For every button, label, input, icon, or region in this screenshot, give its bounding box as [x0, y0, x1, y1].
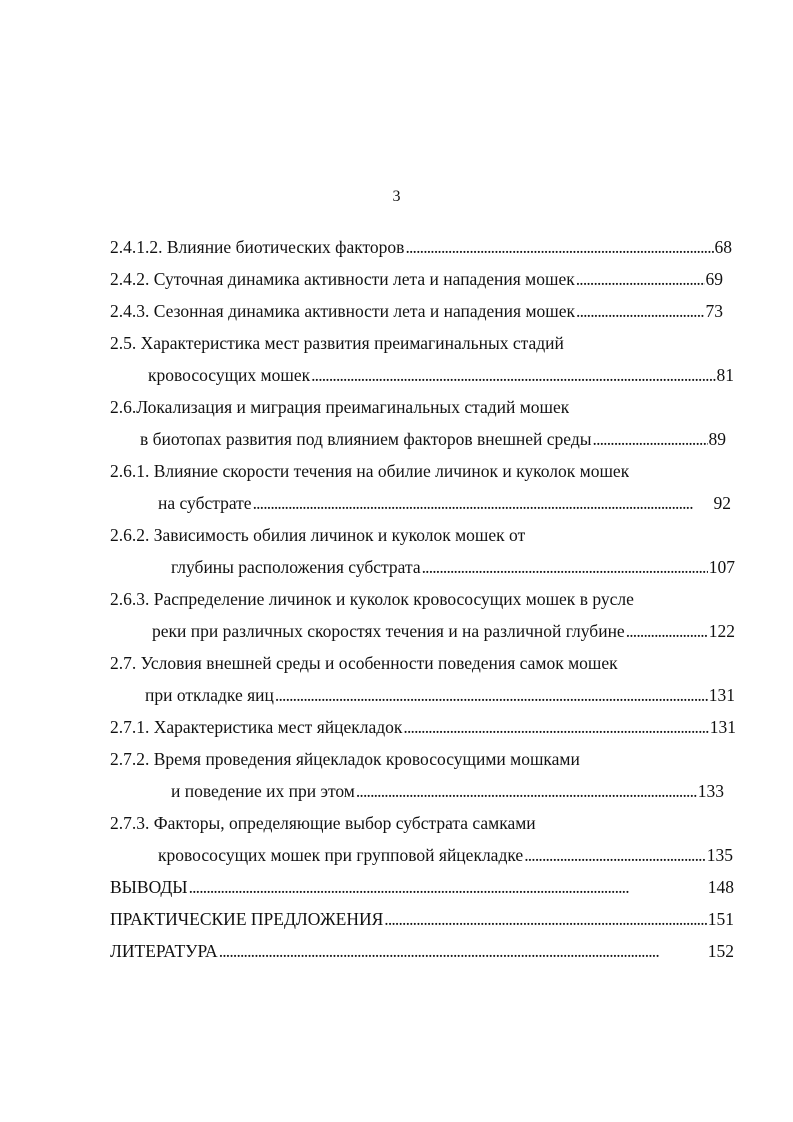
toc-entry [145, 683, 735, 707]
toc-entry-heading: 2.7.3. Факторы, определяющие выбор субстрата самками [110, 813, 536, 833]
toc-entry-page: 148 [707, 877, 734, 897]
toc-entry [110, 715, 736, 739]
toc-entry [110, 267, 723, 291]
toc-entry [158, 491, 731, 515]
dot-leader [311, 363, 715, 387]
toc-entry [110, 907, 734, 931]
dot-leader [576, 267, 705, 291]
toc-entry-page: 68 [714, 237, 732, 257]
dot-leader [356, 779, 697, 803]
toc-entry-page: 122 [708, 621, 735, 641]
toc-entry-page: 73 [705, 301, 723, 321]
toc-entry-heading: 2.5. Характеристика мест развития преимагинальных стадий [110, 333, 564, 353]
toc-entry-heading: 2.6.2. Зависимость обилия личинок и куколок мошек от [110, 525, 526, 545]
toc-entry-page: 131 [709, 717, 736, 737]
toc-entry-text: и поведение их при этом [171, 781, 355, 801]
dot-leader [189, 875, 707, 899]
toc-entry-heading: 2.6.Локализация и миграция преимагинальных стадий мошек [110, 397, 570, 417]
toc-entry-heading: 2.7.2. Время проведения яйцекладок кровососущими мошками [110, 749, 580, 769]
toc-entry [158, 843, 733, 867]
dot-leader [524, 843, 706, 867]
toc-entry-text: 2.4.2. Суточная динамика активности лета и нападения мошек [110, 269, 575, 289]
toc-entry-text: кровососущих мошек при групповой яйцекладке [158, 845, 524, 865]
toc-entry-heading: 2.6.1. Влияние скорости течения на обилие личинок и куколок мошек [110, 461, 630, 481]
toc-entry-text: при откладке яиц [145, 685, 274, 705]
toc-entry [110, 299, 723, 323]
dot-leader [405, 235, 713, 259]
dot-leader [253, 491, 713, 515]
toc-entry-heading: 2.6.3. Распределение личинок и куколок кровососущих мошек в русле [110, 589, 634, 609]
toc-entry [110, 939, 734, 963]
toc-entry-text: глубины расположения субстрата [171, 557, 421, 577]
toc-entry-page: 81 [716, 365, 734, 385]
dot-leader [626, 619, 708, 643]
dot-leader [593, 427, 708, 451]
toc-entry-text: на субстрате [158, 493, 252, 513]
toc-entry-heading: 2.7. Условия внешней среды и особенности поведения самок мошек [110, 653, 618, 673]
page-number: 3 [392, 188, 401, 205]
toc-entry-text: реки при различных скоростях течения и на различной глубине [152, 621, 625, 641]
toc-entry-page: 133 [697, 781, 724, 801]
toc-entry-page: 152 [707, 941, 734, 961]
toc-entry [110, 235, 732, 259]
toc-entry [152, 619, 735, 643]
dot-leader [384, 907, 706, 931]
dot-leader [576, 299, 704, 323]
toc-entry-text: 2.4.3. Сезонная динамика активности лета и нападения мошек [110, 301, 576, 321]
toc-entry-text: в биотопах развития под влиянием факторов внешней среды [140, 429, 592, 449]
dot-leader [422, 555, 708, 579]
toc-entry-text: ВЫВОДЫ [110, 877, 188, 897]
toc-entry-page: 135 [706, 845, 733, 865]
toc-entry-text: 2.7.1. Характеристика мест яйцекладок [110, 717, 403, 737]
toc-entry-page: 92 [713, 493, 731, 513]
toc-entry [110, 875, 734, 899]
toc-entry-text: ЛИТЕРАТУРА [110, 941, 218, 961]
toc-entry-page: 151 [707, 909, 734, 929]
toc-entry [148, 363, 734, 387]
toc-entry-text: ПРАКТИЧЕСКИЕ ПРЕДЛОЖЕНИЯ [110, 909, 384, 929]
toc-entry-text: кровососущих мошек [148, 365, 311, 385]
toc-entry-page: 107 [708, 557, 735, 577]
toc-entry [140, 427, 726, 451]
toc-entry-page: 131 [708, 685, 735, 705]
toc-entry-page: 89 [708, 429, 726, 449]
dot-leader [275, 683, 708, 707]
toc-entry-text: 2.4.1.2. Влияние биотических факторов [110, 237, 405, 257]
dot-leader [219, 939, 707, 963]
toc-entry [171, 779, 724, 803]
toc-entry [171, 555, 735, 579]
toc-entry-page: 69 [705, 269, 723, 289]
dot-leader [403, 715, 708, 739]
